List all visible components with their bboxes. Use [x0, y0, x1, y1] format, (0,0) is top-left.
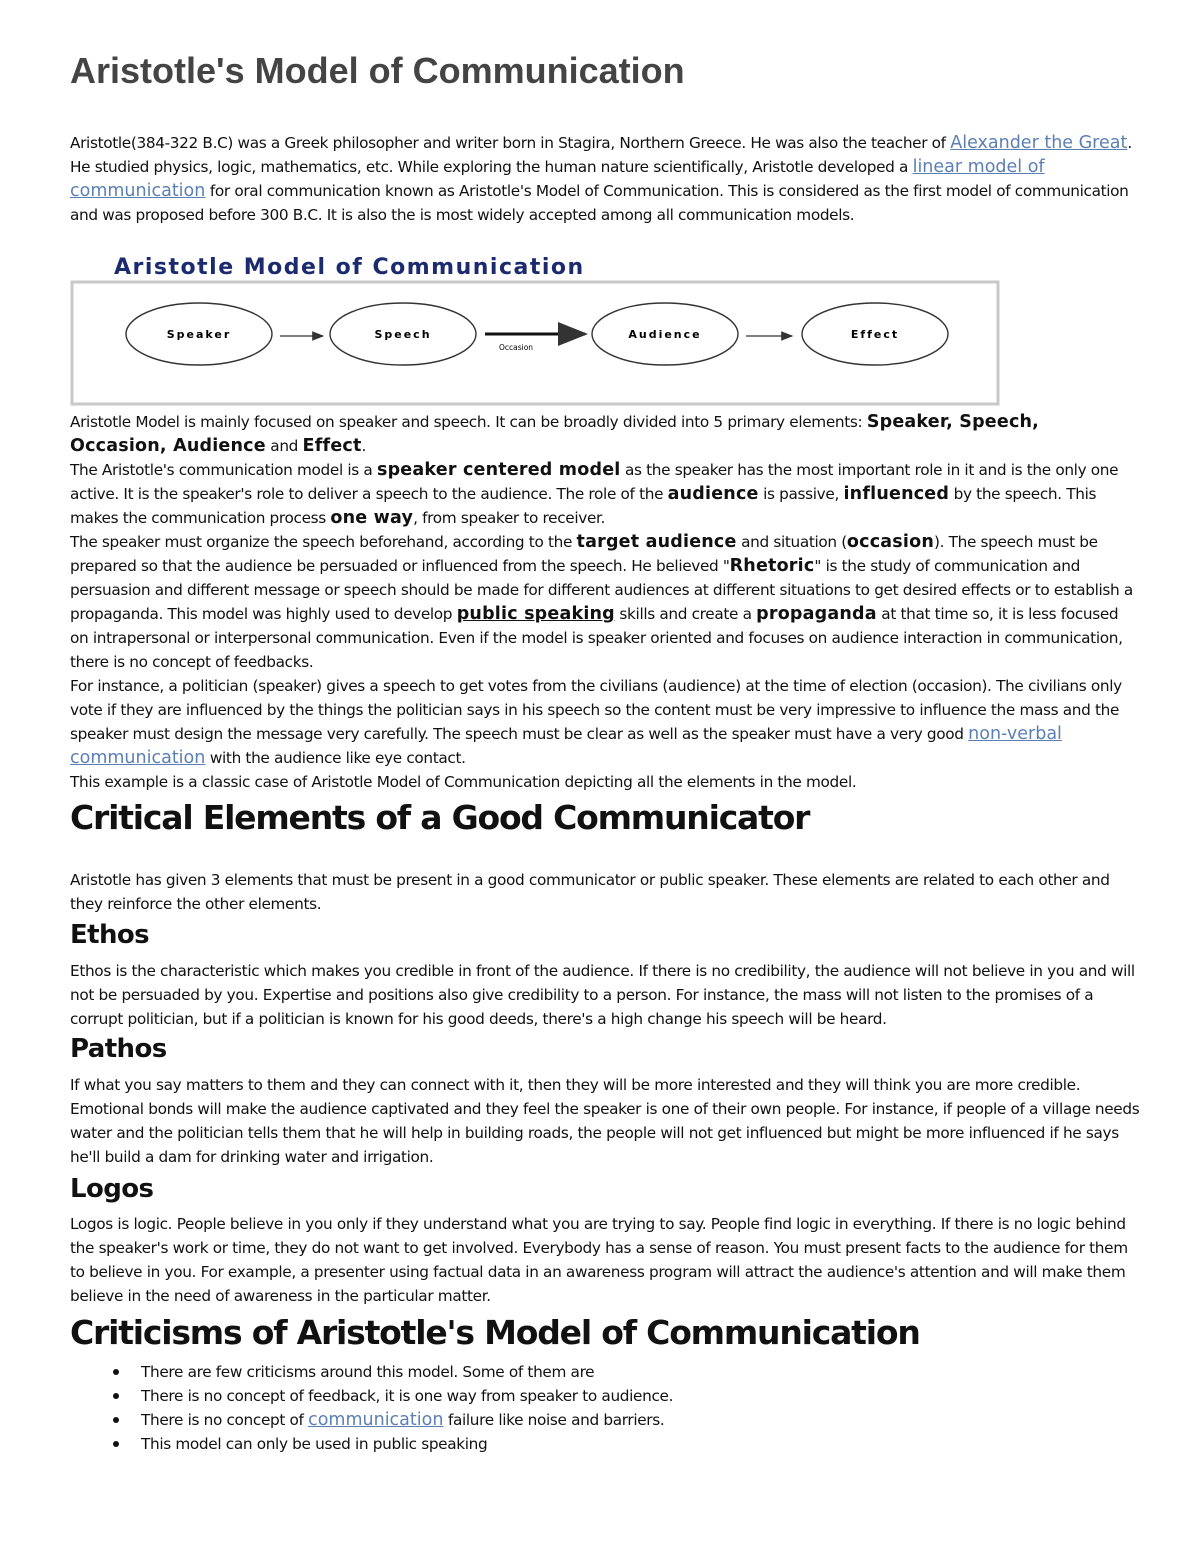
list-item-text: There is no concept of — [141, 1411, 309, 1429]
speaker-centered-paragraph — [70, 458, 1140, 530]
intro-text-2: . He studied physics, logic, mathematics, etc. While exploring the human nature scientifically, Aristotle developed a — [70, 134, 1132, 176]
emphasis: one way — [330, 508, 414, 528]
list-item-text: There are few criticisms around this model. Some of them are — [141, 1363, 595, 1381]
text: The Aristotle's communication model is a — [70, 461, 377, 479]
elements-paragraph — [70, 410, 1140, 458]
diagram-frame — [72, 282, 998, 404]
text: " is the study of communication and persuasion and different message or speech should be made for different audiences at different situations to get desired effects or to establish a propaganda. This model was highly used to develop — [70, 557, 1133, 623]
bullet-icon — [113, 1369, 119, 1375]
text: Aristotle Model is mainly focused on speaker and speech. It can be broadly divided into 5 primary elements: — [70, 413, 867, 431]
effect-node-label: Effect — [850, 328, 900, 341]
text: at that time so, it is less focused on intrapersonal or interpersonal communication. Even if the model is speaker oriented and focuses on audience interaction in communication, there is no concept of feedbacks. — [70, 605, 1123, 671]
criticisms-list — [70, 1360, 1140, 1456]
text: skills and create a — [614, 605, 757, 623]
criticisms-heading: Criticisms of Aristotle's Model of Communication — [70, 1313, 920, 1352]
text: and situation ( — [736, 533, 847, 551]
occasion-label: Occasion — [498, 343, 534, 352]
logos-heading: Logos — [70, 1174, 154, 1204]
text: is passive, — [758, 485, 844, 503]
emphasis: Rhetoric — [729, 556, 815, 576]
emphasis: Effect — [302, 436, 362, 456]
alexander-the-great-link[interactable]: Alexander the Great — [950, 133, 1128, 153]
ethos-paragraph: Ethos is the characteristic which makes you credible in front of the audience. If there is no credibility, the audience will not believe in you and will not be persuaded by you. Expertise and positions also give credibility to a person. For instance, the mass will not listen to the promises of a corrupt politician, but if a politician is known for his good deeds, there's a high change his speech will be heard. — [70, 962, 1135, 1028]
emphasis: audience — [667, 484, 759, 504]
text: , from speaker to receiver. — [413, 509, 606, 527]
list-item — [70, 1432, 1140, 1456]
logos-paragraph: Logos is logic. People believe in you only if they understand what you are trying to say. People find logic in everything. If there is no logic behind the speaker's work or time, they do not want to get involved. Everybody has a sense of reason. You must present facts to the audience for them to believe in you. For example, a presenter using factual data in an awareness program will attract the audience's attention and will make them believe in the need of awareness in the particular matter. — [70, 1215, 1128, 1305]
text: For instance, a politician (speaker) gives a speech to get votes from the civilians (audience) at the time of election (occasion). The civilians only vote if they are influenced by the things the politician says in his speech so the content must be very impressive to influence the mass and the speaker must design the message very carefully. The speech must be clear as well as the speaker must have a very good — [70, 677, 1122, 743]
ethos-heading: Ethos — [70, 920, 150, 950]
diagram-title: Aristotle Model of Communication — [114, 255, 585, 280]
critical-elements-heading: Critical Elements of a Good Communicator — [70, 798, 810, 837]
critical-intro-paragraph: Aristotle has given 3 elements that must be present in a good communicator or public speaker. These elements are related to each other and they reinforce the other elements. — [70, 871, 1110, 913]
emphasis: influenced — [843, 484, 950, 504]
classic-case-paragraph: This example is a classic case of Aristotle Model of Communication depicting all the elements in the model. — [70, 773, 857, 791]
text: . — [361, 437, 367, 455]
speaker-node-label: Speaker — [166, 328, 232, 341]
public-speaking-link[interactable]: public speaking — [456, 604, 615, 624]
list-item — [70, 1384, 1140, 1408]
bullet-icon — [113, 1417, 119, 1423]
list-item-text: This model can only be used in public speaking — [141, 1435, 488, 1453]
list-item-text: failure like noise and barriers. — [443, 1411, 665, 1429]
intro-text-1: Aristotle(384-322 B.C) was a Greek philosopher and writer born in Stagira, Northern Greece. He was also the teacher of — [70, 134, 951, 152]
politician-example-paragraph — [70, 674, 1140, 770]
aristotle-model-diagram — [70, 252, 1000, 408]
text: as the speaker has the most important role in it and is the only one active. It is the speaker's role to deliver a speech to the audience. The role of the — [70, 461, 1119, 503]
emphasis: propaganda — [756, 604, 877, 624]
emphasis: speaker centered model — [376, 460, 621, 480]
speech-node-label: Speech — [374, 328, 432, 341]
text: by the speech. This makes the communication process — [70, 485, 1097, 527]
emphasis: occasion — [846, 532, 934, 552]
list-item — [70, 1360, 1140, 1384]
intro-paragraph — [70, 131, 1140, 227]
emphasis: Speaker, Speech, Occasion, Audience — [70, 412, 1040, 456]
bullet-icon — [113, 1441, 119, 1447]
communication-link[interactable]: communication — [308, 1410, 444, 1430]
organize-speech-paragraph — [70, 530, 1140, 674]
intro-text-3: for oral communication known as Aristotle's Model of Communication. This is considered as the first model of communication and was proposed before 300 B.C. It is also the is most widely accepted among all communication models. — [70, 182, 1129, 224]
pathos-heading: Pathos — [70, 1034, 167, 1064]
pathos-paragraph: If what you say matters to them and they can connect with it, then they will be more interested and they will think you are more credible. Emotional bonds will make the audience captivated and they feel the speaker is one of their own people. For instance, if people of a village needs water and the politician tells them that he will help in building roads, the people will not get influenced but might be more influenced if he says he'll build a dam for drinking water and irrigation. — [70, 1076, 1140, 1166]
text: with the audience like eye contact. — [205, 749, 466, 767]
emphasis: target audience — [576, 532, 737, 552]
text: The speaker must organize the speech beforehand, according to the — [70, 533, 577, 551]
linear-model-link[interactable]: linear model of communication — [70, 157, 1045, 201]
audience-node-label: Audience — [628, 328, 702, 341]
bullet-icon — [113, 1393, 119, 1399]
text: and — [265, 437, 303, 455]
text: ). The speech must be prepared so that the audience be persuaded or influenced from the speech. He believed " — [70, 533, 1098, 575]
list-item — [70, 1408, 1140, 1432]
non-verbal-communication-link[interactable]: non-verbal communication — [70, 724, 1062, 768]
page-title: Aristotle's Model of Communication — [70, 50, 685, 91]
list-item-text: There is no concept of feedback, it is one way from speaker to audience. — [141, 1387, 674, 1405]
